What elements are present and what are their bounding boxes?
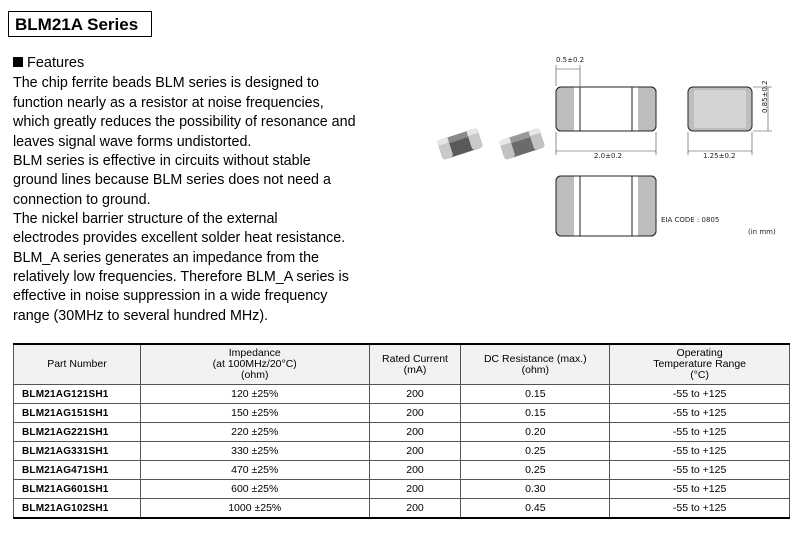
cell-part-number: BLM21AG601SH1 — [14, 480, 141, 499]
table-row — [14, 461, 790, 480]
header-temperature: Operating Temperature Range (°C) — [610, 344, 790, 385]
cell-rated-current: 200 — [369, 423, 461, 442]
cell-temperature: -55 to +125 — [610, 404, 790, 423]
table-row — [14, 480, 790, 499]
cell-part-number: BLM21AG331SH1 — [14, 442, 141, 461]
features-line: The chip ferrite beads BLM series is designed to — [13, 75, 319, 91]
features-line: The nickel barrier structure of the external — [13, 211, 278, 227]
cell-part-number: BLM21AG121SH1 — [14, 385, 141, 404]
cell-temperature: -55 to +125 — [610, 423, 790, 442]
page-title: BLM21A Series — [15, 15, 139, 34]
title-box — [8, 11, 152, 37]
cell-dc-resistance: 0.25 — [461, 442, 610, 461]
dimension-drawing — [550, 50, 790, 240]
cell-dc-resistance: 0.20 — [461, 423, 610, 442]
cell-temperature: -55 to +125 — [610, 480, 790, 499]
cell-rated-current: 200 — [369, 385, 461, 404]
features-line: function nearly as a resistor at noise frequencies, — [13, 95, 324, 111]
bullet-square-icon — [13, 57, 23, 67]
cell-dc-resistance: 0.15 — [461, 385, 610, 404]
cell-temperature: -55 to +125 — [610, 461, 790, 480]
cell-impedance: 220 ±25% — [140, 423, 369, 442]
header-dc-resistance: DC Resistance (max.) (ohm) — [461, 344, 610, 385]
spec-table — [13, 343, 790, 519]
dim-terminal-label: 0.5±0.2 — [556, 56, 585, 64]
cell-impedance: 120 ±25% — [140, 385, 369, 404]
table-row — [14, 499, 790, 519]
cell-impedance: 150 ±25% — [140, 404, 369, 423]
features-heading — [13, 55, 84, 71]
features-line: leaves signal wave forms undistorted. — [13, 134, 252, 150]
cell-part-number: BLM21AG102SH1 — [14, 499, 141, 519]
table-row — [14, 442, 790, 461]
features-line: relatively low frequencies. Therefore BLM_A series is — [13, 269, 349, 285]
chip-photo-left — [433, 124, 487, 164]
cell-dc-resistance: 0.15 — [461, 404, 610, 423]
cell-part-number: BLM21AG151SH1 — [14, 404, 141, 423]
cell-impedance: 600 ±25% — [140, 480, 369, 499]
cell-impedance: 330 ±25% — [140, 442, 369, 461]
cell-part-number: BLM21AG471SH1 — [14, 461, 141, 480]
table-row — [14, 423, 790, 442]
features-line: BLM series is effective in circuits without stable — [13, 153, 311, 169]
cell-rated-current: 200 — [369, 499, 461, 519]
cell-temperature: -55 to +125 — [610, 499, 790, 519]
table-row — [14, 385, 790, 404]
features-line: connection to ground. — [13, 192, 151, 208]
features-line: which greatly reduces the possibility of resonance and — [13, 114, 356, 130]
eia-code-label: EIA CODE : 0805 — [661, 216, 720, 224]
cell-impedance: 470 ±25% — [140, 461, 369, 480]
header-part-number: Part Number — [14, 344, 141, 385]
cell-rated-current: 200 — [369, 461, 461, 480]
features-line: effective in noise suppression in a wide frequency — [13, 288, 328, 304]
features-line: electrodes provides excellent solder heat resistance. — [13, 230, 346, 246]
table-header-row — [14, 344, 790, 385]
cell-temperature: -55 to +125 — [610, 442, 790, 461]
cell-rated-current: 200 — [369, 480, 461, 499]
dim-height-label: 0.85±0.2 — [761, 80, 769, 113]
table-row — [14, 404, 790, 423]
cell-rated-current: 200 — [369, 442, 461, 461]
cell-dc-resistance: 0.25 — [461, 461, 610, 480]
features-line: ground lines because BLM series does not need a — [13, 172, 331, 188]
cell-part-number: BLM21AG221SH1 — [14, 423, 141, 442]
cell-temperature: -55 to +125 — [610, 385, 790, 404]
cell-impedance: 1000 ±25% — [140, 499, 369, 519]
cell-dc-resistance: 0.30 — [461, 480, 610, 499]
units-label: (in mm) — [748, 228, 776, 236]
dim-width-label: 1.25±0.2 — [703, 152, 736, 160]
header-rated-current: Rated Current (mA) — [369, 344, 461, 385]
header-impedance: Impedance (at 100MHz/20°C) (ohm) — [140, 344, 369, 385]
dim-length-label: 2.0±0.2 — [594, 152, 623, 160]
features-heading-text: Features — [27, 55, 85, 71]
chip-photo-right — [495, 124, 549, 164]
features-line: BLM_A series generates an impedance from the — [13, 250, 319, 266]
features-line: range (30MHz to several hundred MHz). — [13, 308, 269, 324]
cell-rated-current: 200 — [369, 404, 461, 423]
cell-dc-resistance: 0.45 — [461, 499, 610, 519]
